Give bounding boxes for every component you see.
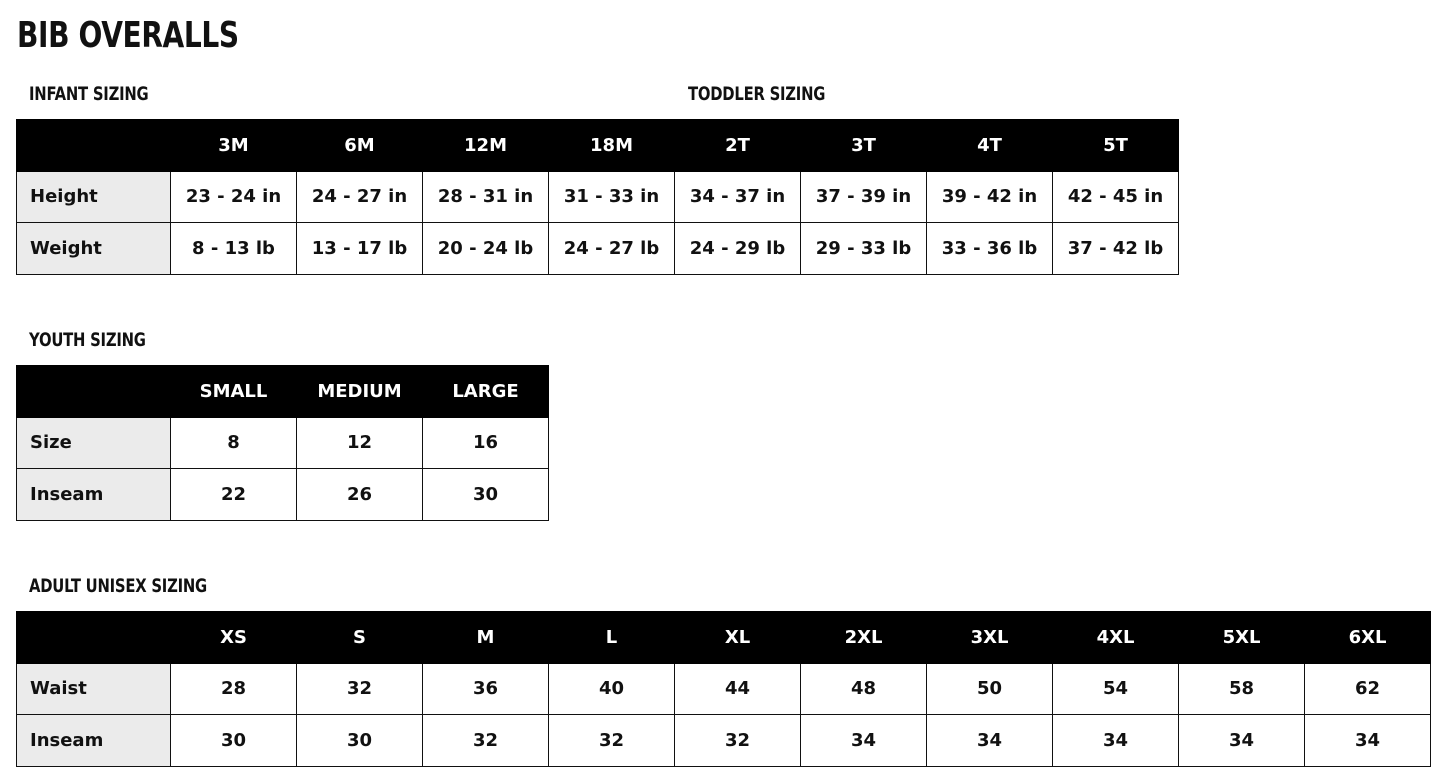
table-row	[17, 223, 1179, 275]
table-header-row	[17, 366, 549, 418]
toddler-sizing-heading: TODDLER SIZING	[688, 83, 826, 105]
table-row	[17, 417, 549, 469]
table-cell: 24 - 27 in	[297, 171, 423, 223]
table-cell: 31 - 33 in	[549, 171, 675, 223]
table-cell: 40	[549, 663, 675, 715]
table-cell: 30	[171, 715, 297, 767]
column-header: 18M	[549, 120, 675, 172]
table-cell: 32	[297, 663, 423, 715]
table-cell: 62	[1305, 663, 1431, 715]
table-cell: 30	[423, 469, 549, 521]
column-header: 6M	[297, 120, 423, 172]
table-cell: 26	[297, 469, 423, 521]
table-cell: 50	[927, 663, 1053, 715]
column-header: 4XL	[1053, 612, 1179, 664]
column-header: 4T	[927, 120, 1053, 172]
column-header: 6XL	[1305, 612, 1431, 664]
table-cell: 58	[1179, 663, 1305, 715]
table-cell: 44	[675, 663, 801, 715]
table-cell: 54	[1053, 663, 1179, 715]
column-header: L	[549, 612, 675, 664]
table-row	[17, 469, 549, 521]
table-header-row	[17, 120, 1179, 172]
column-header: 3T	[801, 120, 927, 172]
table-cell: 37 - 42 lb	[1053, 223, 1179, 275]
infant-toddler-sizing-table	[16, 119, 1179, 275]
row-label: Waist	[17, 663, 171, 715]
table-cell: 29 - 33 lb	[801, 223, 927, 275]
table-cell: 28	[171, 663, 297, 715]
table-cell: 34	[801, 715, 927, 767]
table-cell: 42 - 45 in	[1053, 171, 1179, 223]
table-header-row	[17, 612, 1431, 664]
table-cell: 37 - 39 in	[801, 171, 927, 223]
table-cell: 33 - 36 lb	[927, 223, 1053, 275]
table-cell: 34	[927, 715, 1053, 767]
youth-sizing-table	[16, 365, 549, 521]
table-cell: 24 - 27 lb	[549, 223, 675, 275]
column-header: 3XL	[927, 612, 1053, 664]
column-header: MEDIUM	[297, 366, 423, 418]
table-cell: 34 - 37 in	[675, 171, 801, 223]
page-title: BIB OVERALLS	[17, 15, 239, 56]
youth-sizing-heading: YOUTH SIZING	[29, 329, 146, 351]
table-cell: 8 - 13 lb	[171, 223, 297, 275]
column-header: 5T	[1053, 120, 1179, 172]
header-corner-cell	[17, 612, 171, 664]
table-cell: 28 - 31 in	[423, 171, 549, 223]
table-cell: 30	[297, 715, 423, 767]
row-label: Inseam	[17, 715, 171, 767]
table-cell: 39 - 42 in	[927, 171, 1053, 223]
table-cell: 12	[297, 417, 423, 469]
infant-sizing-heading: INFANT SIZING	[29, 83, 149, 105]
table-cell: 34	[1179, 715, 1305, 767]
table-cell: 8	[171, 417, 297, 469]
table-row	[17, 171, 1179, 223]
adult-unisex-sizing-table	[16, 611, 1431, 767]
column-header: 2T	[675, 120, 801, 172]
column-header: LARGE	[423, 366, 549, 418]
row-label: Size	[17, 417, 171, 469]
table-cell: 48	[801, 663, 927, 715]
table-row	[17, 663, 1431, 715]
column-header: XL	[675, 612, 801, 664]
column-header: 2XL	[801, 612, 927, 664]
table-cell: 32	[423, 715, 549, 767]
table-cell: 23 - 24 in	[171, 171, 297, 223]
column-header: S	[297, 612, 423, 664]
column-header: 3M	[171, 120, 297, 172]
table-cell: 32	[675, 715, 801, 767]
column-header: 5XL	[1179, 612, 1305, 664]
table-cell: 34	[1305, 715, 1431, 767]
table-row	[17, 715, 1431, 767]
row-label: Weight	[17, 223, 171, 275]
table-cell: 24 - 29 lb	[675, 223, 801, 275]
table-cell: 20 - 24 lb	[423, 223, 549, 275]
table-cell: 32	[549, 715, 675, 767]
column-header: SMALL	[171, 366, 297, 418]
header-corner-cell	[17, 366, 171, 418]
table-cell: 34	[1053, 715, 1179, 767]
table-cell: 36	[423, 663, 549, 715]
header-corner-cell	[17, 120, 171, 172]
table-cell: 16	[423, 417, 549, 469]
column-header: 12M	[423, 120, 549, 172]
row-label: Height	[17, 171, 171, 223]
column-header: M	[423, 612, 549, 664]
table-cell: 22	[171, 469, 297, 521]
adult-unisex-sizing-heading: ADULT UNISEX SIZING	[29, 575, 207, 597]
row-label: Inseam	[17, 469, 171, 521]
table-cell: 13 - 17 lb	[297, 223, 423, 275]
column-header: XS	[171, 612, 297, 664]
